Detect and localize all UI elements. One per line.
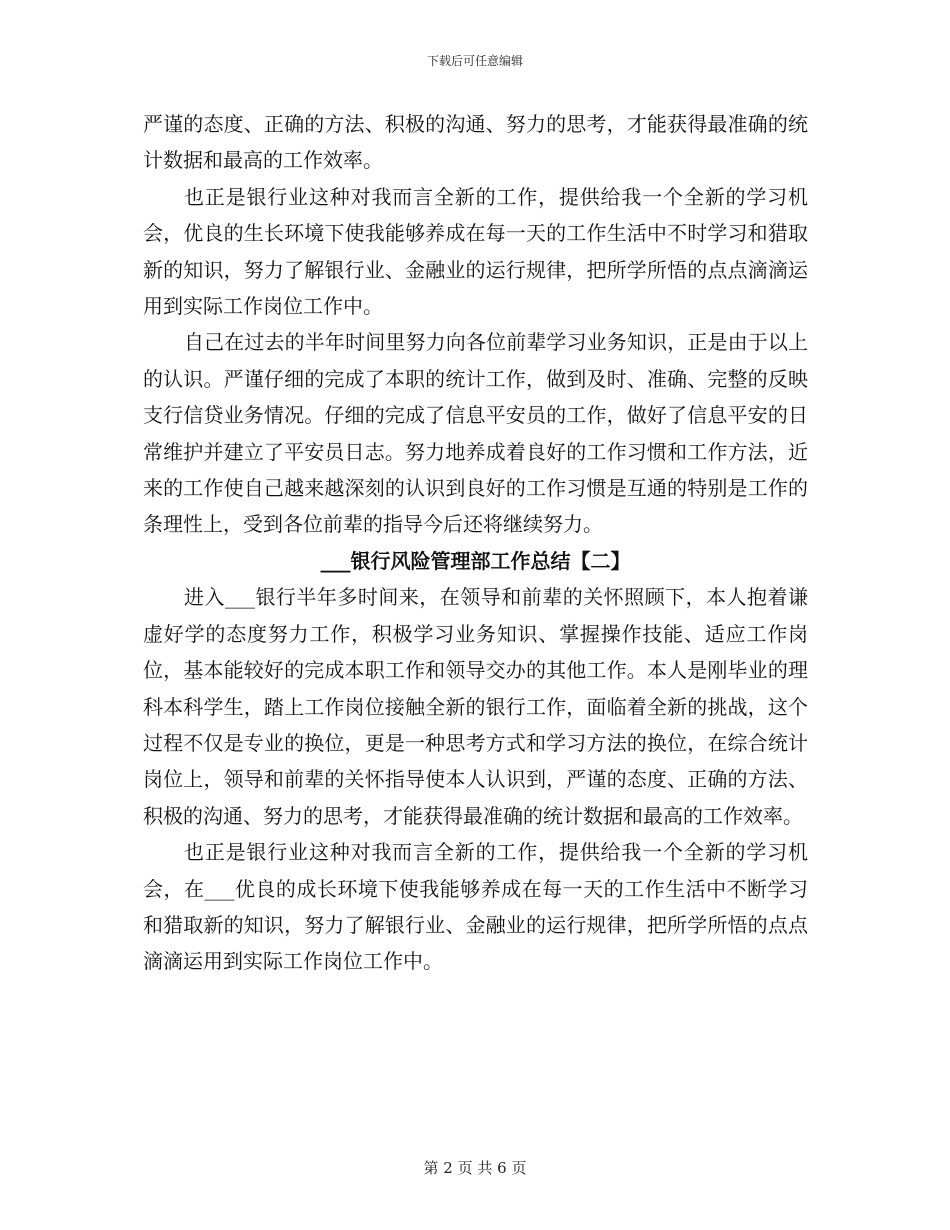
document-body [143,106,808,980]
paragraph: 严谨的态度、正确的方法、积极的沟通、努力的思考，才能获得最准确的统计数据和最高的工作效率。 [143,112,808,173]
page-header: 下载后可任意编辑 [426,54,523,68]
paragraph: 也正是银行业这种对我而言全新的工作，提供给我一个全新的学习机会，优良的生长环境下使我能够养成在每一天的工作生活中不时学习和猎取新的知识，努力了解银行业、金融业的运行规律，把所学所悟的点点滴滴运用到实际工作岗位工作中。 [143,184,808,319]
paragraph: 进入___银行半年多时间来，在领导和前辈的关怀照顾下，本人抱着谦虚好学的态度努力工作，积极学习业务知识、掌握操作技能、适应工作岗位，基本能较好的完成本职工作和领导交办的其他工作。本人是刚毕业的理科本科学生，踏上工作岗位接触全新的银行工作，面临着全新的挑战，这个过程不仅是专业的换位，更是一种思考方式和学习方法的换位，在综合统计岗位上，领导和前辈的关怀指导使本人认识到，严谨的态度、正确的方法、积极的沟通、努力的思考，才能获得最准确的统计数据和最高的工作效率。 [143,585,808,828]
page-footer: 第 2 页 共 6 页 [423,1159,527,1177]
paragraph: 也正是银行业这种对我而言全新的工作，提供给我一个全新的学习机会，在___优良的成长环境下使我能够养成在每一天的工作生活中不断学习和猎取新的知识，努力了解银行业、金融业的运行规律，把所学所悟的点点滴滴运用到实际工作岗位工作中。 [143,840,808,974]
section-title: ___银行风险管理部工作总结【二】 [320,548,631,573]
paragraph: 自己在过去的半年时间里努力向各位前辈学习业务知识，正是由于以上的认识。严谨仔细的完成了本职的统计工作，做到及时、准确、完整的反映支行信贷业务情况。仔细的完成了信息平安员的工作，做好了信息平安的日常维护并建立了平安员日志。努力地养成着良好的工作习惯和工作方法，近来的工作使自己越来越深刻的认识到良好的工作习惯是互通的特别是工作的条理性上，受到各位前辈的指导今后还将继续努力。 [143,330,808,537]
